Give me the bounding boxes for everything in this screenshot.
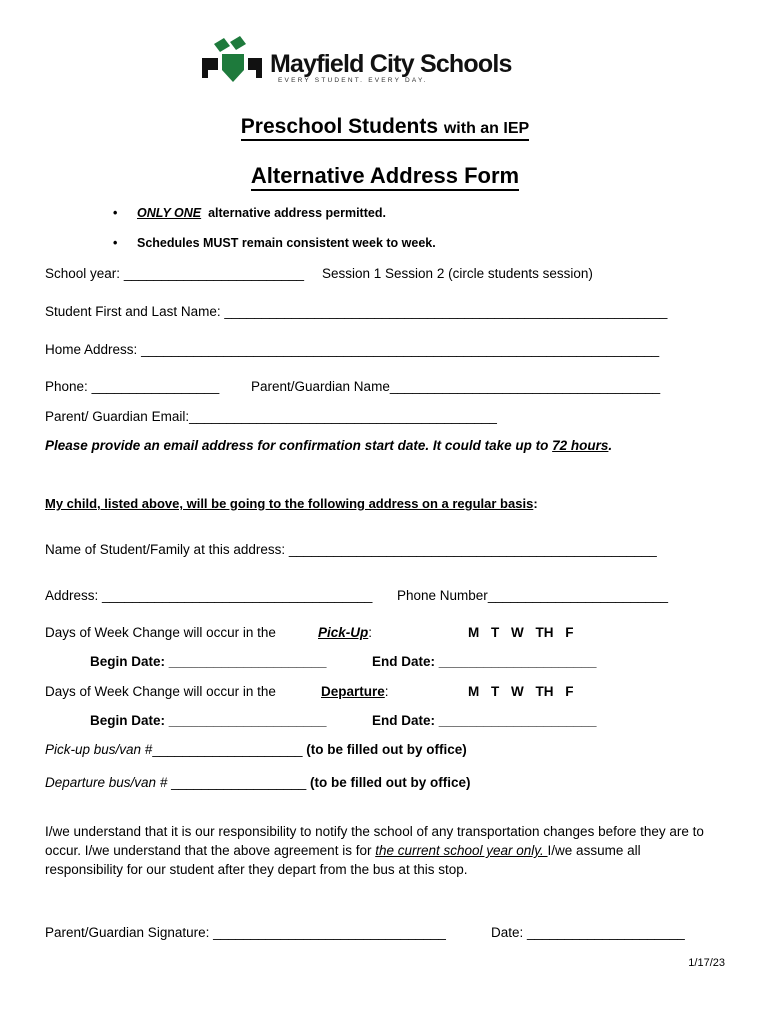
departure-begin-label: Begin Date:: [90, 713, 166, 728]
pickup-end-label: End Date:: [372, 654, 436, 669]
signature-row: [45, 925, 446, 940]
bullet-text: Schedules MUST remain consistent week to week.: [137, 236, 436, 250]
agreement-line2: [45, 843, 641, 858]
departure-bus-field[interactable]: __________________: [171, 775, 307, 790]
pickup-end-row: [372, 654, 596, 669]
agreement-line1: I/we understand that it is our responsibility to notify the school of any transportation changes before they are to: [45, 824, 704, 839]
departure-end-field[interactable]: _____________________: [438, 713, 597, 728]
form-title-line2: [0, 163, 770, 189]
notice-emphasis: 72 hours: [552, 438, 609, 453]
departure-begin-row: [90, 713, 326, 728]
guardian-name-field[interactable]: ____________________________________: [389, 379, 661, 394]
pickup-bus-label: Pick-up bus/van #: [45, 742, 153, 757]
alt-address-field[interactable]: ____________________________________: [102, 588, 373, 603]
departure-days-label: Days of Week Change will occur in the: [45, 684, 276, 699]
email-notice: [45, 438, 612, 453]
pickup-colon: :: [368, 625, 373, 640]
pickup-begin-label: Begin Date:: [90, 654, 166, 669]
guardian-email-row: [45, 409, 497, 424]
departure-days-options[interactable]: M T W TH F: [468, 684, 574, 699]
pickup-label: Pick-Up: [318, 625, 369, 640]
form-title: Alternative Address Form: [251, 163, 519, 191]
signature-date-label: Date:: [491, 925, 524, 940]
guardian-email-field[interactable]: _________________________________________: [189, 409, 497, 424]
departure-label-wrap: [321, 684, 389, 699]
alt-phone-label: Phone Number: [397, 588, 488, 603]
title-main: Preschool Students: [240, 115, 438, 138]
phone-field[interactable]: _________________: [91, 379, 220, 394]
office-note: (to be filled out by office): [310, 775, 471, 790]
alt-phone-row: [397, 588, 668, 603]
phone-row: [45, 379, 219, 394]
student-name-field[interactable]: ___________________________________________________________: [224, 304, 668, 319]
pickup-days-label: Days of Week Change will occur in the: [45, 625, 276, 640]
pickup-end-field[interactable]: _____________________: [438, 654, 597, 669]
section-heading-colon: :: [533, 496, 538, 511]
school-name: Mayfield City Schools: [270, 50, 512, 78]
pickup-bus-row: [45, 742, 467, 757]
alt-address-label: Address:: [45, 588, 99, 603]
student-name-row: [45, 304, 667, 319]
signature-field[interactable]: _______________________________: [213, 925, 446, 940]
school-year-label: School year:: [45, 266, 121, 281]
agreement-line2-end: I/we assume all: [547, 843, 641, 858]
phone-label: Phone:: [45, 379, 88, 394]
family-name-label: Name of Student/Family at this address:: [45, 542, 286, 557]
home-address-field[interactable]: _____________________________________________________________________: [141, 342, 660, 357]
pickup-begin-row: [90, 654, 326, 669]
alt-address-row: [45, 588, 372, 603]
agreement-line3: responsibility for our student after they depart from the bus at this stop.: [45, 862, 468, 877]
departure-end-row: [372, 713, 596, 728]
bullet-emphasis: ONLY ONE: [137, 206, 202, 220]
departure-label: Departure: [321, 684, 385, 699]
pickup-begin-field[interactable]: _____________________: [168, 654, 327, 669]
departure-bus-row: [45, 775, 471, 790]
student-name-label: Student First and Last Name:: [45, 304, 221, 319]
signature-date-field[interactable]: _____________________: [527, 925, 685, 940]
pickup-label-wrap: [318, 625, 372, 640]
agreement-emphasis: the current school year only.: [375, 843, 548, 858]
family-name-row: [45, 542, 657, 557]
guardian-name-row: [251, 379, 660, 394]
guardian-email-label: Parent/ Guardian Email:: [45, 409, 190, 424]
signature-date-row: [491, 925, 685, 940]
notice-end: .: [608, 438, 613, 453]
section-heading-text: My child, listed above, will be going to the following address on a regular basis: [45, 496, 534, 511]
bullet-text: alternative address permitted.: [208, 206, 386, 220]
section-heading: [45, 496, 538, 511]
footer-date: 1/17/23: [688, 957, 725, 969]
departure-end-label: End Date:: [372, 713, 436, 728]
departure-bus-label: Departure bus/van #: [45, 775, 168, 790]
session-options: Session 1 Session 2 (circle students session): [322, 266, 593, 281]
family-name-field[interactable]: _________________________________________________: [288, 542, 657, 557]
pickup-bus-field[interactable]: ____________________: [152, 742, 303, 757]
alt-phone-field[interactable]: ________________________: [487, 588, 669, 603]
home-address-label: Home Address:: [45, 342, 138, 357]
departure-colon: :: [384, 684, 389, 699]
school-logo: [200, 36, 512, 88]
school-logo-icon: [200, 36, 264, 84]
departure-begin-field[interactable]: _____________________: [168, 713, 327, 728]
pickup-days-options[interactable]: M T W TH F: [468, 625, 574, 640]
form-title-line1: [0, 115, 770, 139]
title-small: with an IEP: [443, 120, 530, 137]
school-year-field[interactable]: ________________________: [123, 266, 305, 281]
signature-label: Parent/Guardian Signature:: [45, 925, 210, 940]
home-address-row: [45, 342, 659, 357]
office-note: (to be filled out by office): [306, 742, 467, 757]
guardian-name-label: Parent/Guardian Name: [251, 379, 390, 394]
school-tagline: EVERY STUDENT. EVERY DAY.: [278, 77, 428, 84]
notice-text: Please provide an email address for confirmation start date. It could take up to: [45, 438, 553, 453]
school-year-row: [45, 266, 304, 281]
agreement-line2-start: occur. I/we understand that the above agreement is for: [45, 843, 376, 858]
